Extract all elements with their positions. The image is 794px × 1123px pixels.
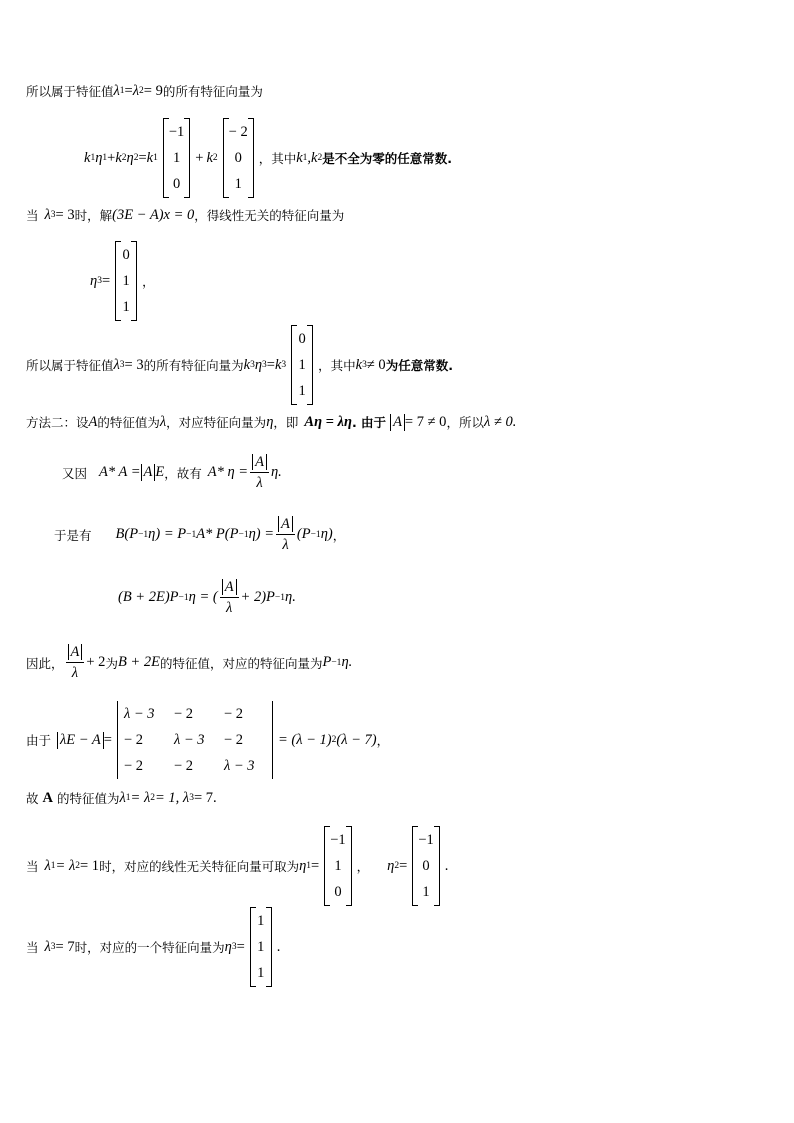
math: A [278, 516, 293, 532]
math: A* P(P [196, 526, 239, 542]
column-vector [223, 118, 254, 198]
lambda3-solve-line [26, 206, 344, 224]
math: λ [113, 356, 120, 373]
math: η) [320, 526, 333, 542]
adjugate-relation [62, 452, 282, 493]
shifted-matrix-relation [118, 577, 296, 618]
math: k [243, 356, 251, 373]
math: λE − A [57, 732, 104, 749]
math: −1 [138, 529, 149, 540]
matrix-cell: 1 [122, 299, 130, 315]
math: k [311, 149, 318, 166]
math: η [387, 857, 395, 874]
math: λ [71, 665, 79, 681]
matrix-cell: 1 [234, 176, 242, 192]
eigenvectors-lambda-1 [26, 826, 448, 906]
math: 3 [50, 942, 56, 952]
eta3-vector [90, 241, 155, 321]
text: 故 [26, 791, 39, 806]
math: 3 [250, 360, 255, 370]
math: = 9 [143, 82, 163, 99]
general-eigenvector-formula [84, 118, 452, 198]
fraction [220, 577, 239, 618]
math: λ [282, 537, 289, 553]
column-vector [250, 907, 272, 987]
math: 3 [262, 360, 267, 370]
math: 3 [281, 360, 287, 370]
math: + 2)P [240, 589, 275, 605]
math: ≠ 0 [366, 356, 386, 373]
det-cell: λ − 3 [123, 706, 155, 722]
math: λ [256, 475, 263, 491]
math: η [266, 413, 274, 430]
matrix-cell: 1 [298, 383, 306, 399]
math: 1 [50, 861, 56, 871]
text: 时，对应的线性无关特征向量可取为 [99, 859, 300, 874]
math: η [254, 356, 263, 373]
math: = (λ − 1) [277, 731, 332, 748]
math: + [195, 149, 204, 166]
determinant [117, 701, 273, 779]
math: η = ( [188, 589, 218, 605]
math: = [101, 272, 111, 289]
math: 2 [150, 793, 155, 803]
matrix-cell: 0 [122, 247, 130, 263]
det-cell: λ − 3 [223, 758, 255, 774]
math: η [90, 272, 98, 289]
math: = [311, 857, 320, 874]
math: = [103, 731, 112, 748]
matrix-cell: 0 [234, 150, 242, 166]
math: 2 [75, 861, 80, 871]
det-cell: − 2 [173, 706, 194, 722]
math: λ ≠ 0. [483, 413, 517, 430]
math: = λ [55, 857, 76, 874]
math: 1 [153, 153, 158, 163]
math: (B + 2E)P [118, 589, 179, 605]
text: ，其中 [258, 151, 297, 166]
matrix-cell: 1 [122, 273, 130, 289]
math: −1 [274, 592, 286, 603]
math: λ [44, 857, 51, 874]
matrix-cell: 0 [422, 858, 430, 874]
math: (P [296, 526, 311, 542]
math: A [252, 454, 267, 470]
math: = [236, 938, 245, 955]
math: . [276, 938, 281, 955]
math: −1 [310, 529, 321, 540]
eigenvalue-9-heading [26, 82, 263, 100]
text: 的所有特征向量为 [143, 358, 244, 373]
math: η [126, 149, 134, 166]
text: ， [356, 859, 370, 874]
math: = 7 [55, 938, 75, 955]
math: k [84, 149, 91, 166]
math: η) = P [148, 526, 187, 542]
math: B(P [115, 526, 139, 542]
text: 所以属于特征值 [26, 84, 114, 99]
math: = 7 ≠ 0 [404, 413, 447, 430]
math: 1 [125, 793, 131, 803]
text: 于是有 [54, 527, 92, 543]
math: + 2 [86, 654, 106, 670]
characteristic-determinant [26, 701, 389, 779]
text: 当 [26, 208, 39, 223]
math: λ [119, 789, 126, 806]
column-vector [115, 241, 137, 321]
text: 时，解 [74, 208, 113, 223]
math: A [390, 414, 405, 431]
eigenvalue-3-eigenvectors [26, 325, 453, 405]
text: 所以属于特征值 [26, 358, 114, 373]
text: ，得线性无关的特征向量为 [194, 208, 345, 223]
matrix-cell: 1 [257, 913, 265, 929]
matrix-cell: −1 [330, 832, 346, 848]
math: A [141, 464, 156, 481]
math: A [222, 579, 237, 595]
det-cell: − 2 [223, 732, 244, 748]
math: 2 [139, 86, 144, 96]
matrix-cell: 1 [334, 858, 342, 874]
text: ， [332, 527, 346, 543]
fraction [250, 452, 269, 493]
math: 1 [302, 153, 308, 163]
math: λ [44, 938, 51, 955]
math: B + 2E [117, 654, 160, 670]
math: 3 [189, 793, 194, 803]
text: 当 [26, 940, 39, 955]
math: = [124, 82, 133, 99]
math: λ [132, 82, 140, 99]
text: 的特征值为 [57, 791, 120, 806]
math: λ [225, 600, 233, 616]
fraction [66, 642, 85, 683]
fraction [276, 514, 295, 555]
matrix-cell: 0 [298, 331, 306, 347]
text: 为 [105, 655, 118, 671]
math: = 3 [55, 206, 75, 223]
text: ， [142, 274, 155, 289]
matrix-cell: 1 [172, 150, 181, 166]
det-cell: − 2 [173, 758, 194, 774]
text: . 由于 [351, 415, 387, 430]
math: 2 [121, 153, 127, 163]
math: 3 [97, 276, 102, 286]
math: A [88, 413, 98, 430]
math: A* η = [207, 464, 249, 480]
det-cell: − 2 [223, 706, 244, 722]
math: 1 [90, 153, 96, 163]
math: (3E − A)x = 0 [112, 206, 195, 223]
math: 2 [394, 861, 400, 871]
math: 1 [119, 86, 125, 96]
math: 1 [306, 861, 312, 871]
math: η [299, 857, 307, 874]
math: 1 [102, 153, 108, 163]
text: ，其中 [318, 358, 356, 373]
math: A* A = [99, 464, 141, 480]
math: η. [285, 589, 296, 605]
matrix-cell: 1 [298, 357, 306, 373]
text: 因此， [26, 655, 64, 671]
conclusion-eigenvalue [26, 642, 352, 683]
math: η. [341, 654, 353, 670]
math: η) = [248, 526, 275, 542]
math: = [138, 149, 147, 166]
matrix-cell: −1 [168, 124, 185, 140]
math: = λ [130, 789, 151, 806]
math: = 3 [124, 356, 144, 373]
text: ，所以 [446, 415, 484, 430]
det-cell: − 2 [123, 732, 144, 748]
text: 当 [26, 859, 39, 874]
math: −1 [238, 529, 249, 540]
math: = 7. [193, 789, 217, 806]
text: ， [376, 733, 390, 748]
math: , [307, 149, 312, 166]
math: 3 [119, 360, 125, 370]
math: 2 [331, 735, 337, 745]
matrix-cell: − 2 [228, 124, 248, 140]
text: 的所有特征向量为 [162, 84, 263, 99]
math: −1 [331, 657, 342, 668]
math: k [296, 149, 303, 166]
text: 方法二：设 [26, 415, 89, 430]
similar-matrix-relation [54, 514, 345, 555]
text: 由于 [26, 733, 52, 748]
matrix-cell: 1 [257, 939, 265, 955]
matrix-cell: −1 [418, 832, 434, 848]
text: ，故有 [164, 465, 202, 481]
matrix-cell: 1 [422, 884, 430, 900]
column-vector [412, 826, 439, 906]
math: 2 [317, 153, 323, 163]
math: λ [159, 413, 167, 430]
math: k [146, 149, 154, 166]
matrix-cell: 1 [257, 965, 265, 981]
column-vector [163, 118, 190, 198]
math: η [224, 938, 232, 955]
math: k [355, 356, 363, 373]
math: = [399, 857, 408, 874]
math: η. [270, 464, 282, 480]
math: λ [113, 82, 120, 99]
math: λ [44, 206, 51, 223]
math: Aη = λη [304, 413, 352, 430]
text: ，对应特征向量为 [166, 415, 267, 430]
text: ，即 [273, 415, 299, 430]
math: k [115, 149, 122, 166]
text: 的特征值，对应的特征向量为 [159, 655, 323, 671]
math: k [274, 356, 282, 373]
matrix-cell: 0 [172, 176, 181, 192]
math: k [206, 149, 213, 166]
method-two-intro [26, 413, 516, 431]
det-cell: λ − 3 [173, 732, 205, 748]
column-vector [291, 325, 313, 405]
math: 2 [212, 153, 218, 163]
math: . [444, 857, 449, 874]
math: (λ − 7) [336, 731, 377, 748]
math: 3 [50, 210, 56, 220]
math: P [322, 654, 332, 670]
matrix-cell: 0 [334, 884, 342, 900]
text: 为任意常数. [385, 358, 453, 373]
text: 又因 [62, 465, 88, 481]
math: 3 [231, 942, 237, 952]
text: 的特征值为 [97, 415, 160, 430]
math: η [95, 149, 103, 166]
text: 是不全为零的任意常数. [322, 151, 452, 166]
math: = [266, 356, 275, 373]
det-cell: − 2 [123, 758, 144, 774]
eigenvector-lambda-7 [26, 907, 280, 987]
math: −1 [178, 592, 189, 603]
math: 2 [133, 153, 139, 163]
math: = 1, λ [155, 789, 190, 806]
math: = 1 [80, 857, 100, 874]
column-vector [324, 826, 351, 906]
math: + [107, 149, 116, 166]
math: −1 [186, 529, 197, 540]
text: 时，对应的一个特征向量为 [74, 940, 225, 955]
math: 3 [362, 360, 367, 370]
math: A [42, 789, 53, 806]
eigenvalues-of-A [26, 789, 217, 807]
math: A [68, 644, 83, 660]
math: E [155, 464, 165, 480]
